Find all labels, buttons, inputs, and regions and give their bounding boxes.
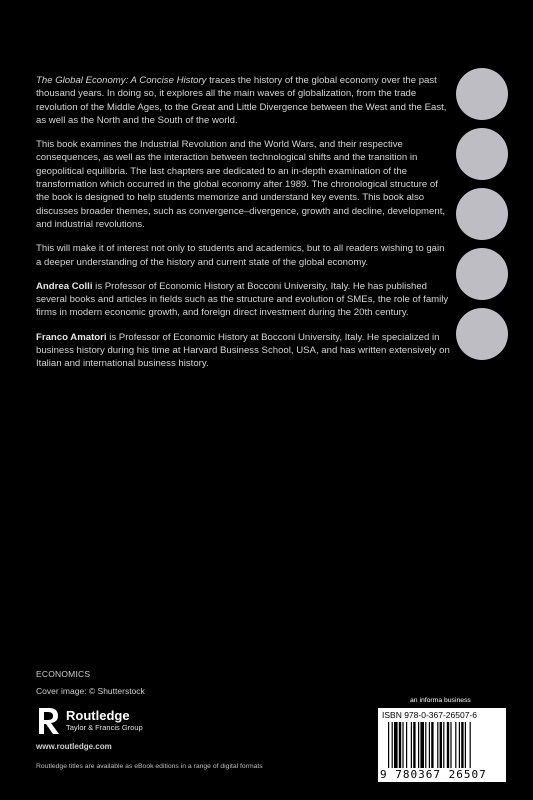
barcode-bar bbox=[461, 722, 463, 768]
author-bio-1 bbox=[36, 280, 452, 320]
blurb-paragraph-2: This book examines the Industrial Revolution and the World Wars, and their respective consequences, as well as the interaction between technological shifts and the transition in geopolitical equilibria. The last chapters are dedicated to an in-depth examination of the transformation which occurred in the global economy after 1989. The chronological structure of the book is designed to help students memorize and understand key events. This book also discusses broader themes, such as convergence–divergence, growth and decline, development, and industrial revolutions. bbox=[36, 139, 446, 230]
barcode-bars bbox=[388, 722, 498, 768]
barcode-bar bbox=[420, 722, 424, 768]
barcode-bar bbox=[399, 722, 401, 768]
circle-1 bbox=[456, 68, 508, 120]
barcode-bar bbox=[402, 722, 403, 768]
barcode-bar bbox=[429, 722, 430, 768]
book-title: The Global Economy: A Concise History bbox=[36, 75, 207, 86]
circle-2 bbox=[456, 128, 508, 180]
decorative-circles bbox=[456, 68, 508, 368]
author-name-1: Andrea Colli bbox=[36, 280, 93, 292]
isbn-number: ISBN 978-0-367-26507-6 bbox=[382, 710, 477, 720]
barcode-bar bbox=[437, 722, 438, 768]
barcode-bar bbox=[465, 722, 466, 768]
barcode-bar bbox=[413, 722, 415, 768]
blurb-p1-text: traces the history of the global economy over the past thousand years. In doing so, it explores all the main waves of globalization, from the trade revolution of the Middle Ages, to the Great and Little Divergence between the West and the East, as well as the North and the South of the world. bbox=[36, 75, 447, 126]
barcode-bar bbox=[388, 722, 389, 768]
circle-4 bbox=[456, 248, 508, 300]
publisher-url[interactable]: www.routledge.com bbox=[36, 742, 112, 751]
barcode-bar bbox=[455, 722, 456, 768]
barcode-bar bbox=[450, 722, 451, 768]
subject-category: ECONOMICS bbox=[36, 669, 91, 679]
barcode-bar bbox=[392, 722, 393, 768]
isbn-barcode bbox=[378, 708, 506, 782]
barcode-bar bbox=[406, 722, 407, 768]
blurb-paragraph-1 bbox=[36, 74, 452, 127]
cover-image-credit: Cover image: © Shutterstock bbox=[36, 686, 145, 696]
barcode-bar bbox=[447, 722, 449, 768]
ebook-availability-note: Routledge titles are available as eBook editions in a range of digital formats bbox=[36, 763, 263, 770]
author-name-2: Franco Amatori bbox=[36, 331, 107, 343]
barcode-digits: 9 780367 26507 bbox=[380, 768, 487, 781]
publisher-name: Routledge bbox=[66, 708, 130, 723]
publisher-group: Taylor & Francis Group bbox=[66, 723, 143, 732]
barcode-bar bbox=[418, 722, 419, 768]
publisher-logo bbox=[36, 706, 143, 736]
barcode-bar bbox=[459, 722, 460, 768]
blurb-paragraph-3: This will make it of interest not only to students and academics, but to all readers wishing to gain a deeper understanding of the history and current state of the global economy. bbox=[36, 243, 445, 268]
informa-tagline: an informa business bbox=[410, 697, 471, 704]
author-bio-1-text: is Professor of Economic History at Bocconi University, Italy. He has published several books and articles in fields such as the structure and evolution of SMEs, the role of family firms in modern economic growth, and foreign direct investment during the 20th century. bbox=[36, 280, 449, 319]
barcode-bar bbox=[431, 722, 433, 768]
circle-3 bbox=[456, 188, 508, 240]
routledge-r-icon bbox=[36, 706, 62, 736]
circle-5 bbox=[456, 308, 508, 360]
author-bio-2 bbox=[36, 331, 452, 371]
author-bio-2-text: is Professor of Economic History at Bocconi University, Italy. He specialized in business history during his time at Harvard Business School, USA, and has written extensively on Italian and international business history. bbox=[36, 331, 450, 370]
barcode-bar bbox=[470, 722, 471, 768]
barcode-bar bbox=[394, 722, 398, 768]
barcode-bar bbox=[411, 722, 412, 768]
barcode-bar bbox=[440, 722, 442, 768]
barcode-bar bbox=[425, 722, 426, 768]
barcode-bar bbox=[443, 722, 444, 768]
back-cover-blurb bbox=[36, 74, 452, 382]
